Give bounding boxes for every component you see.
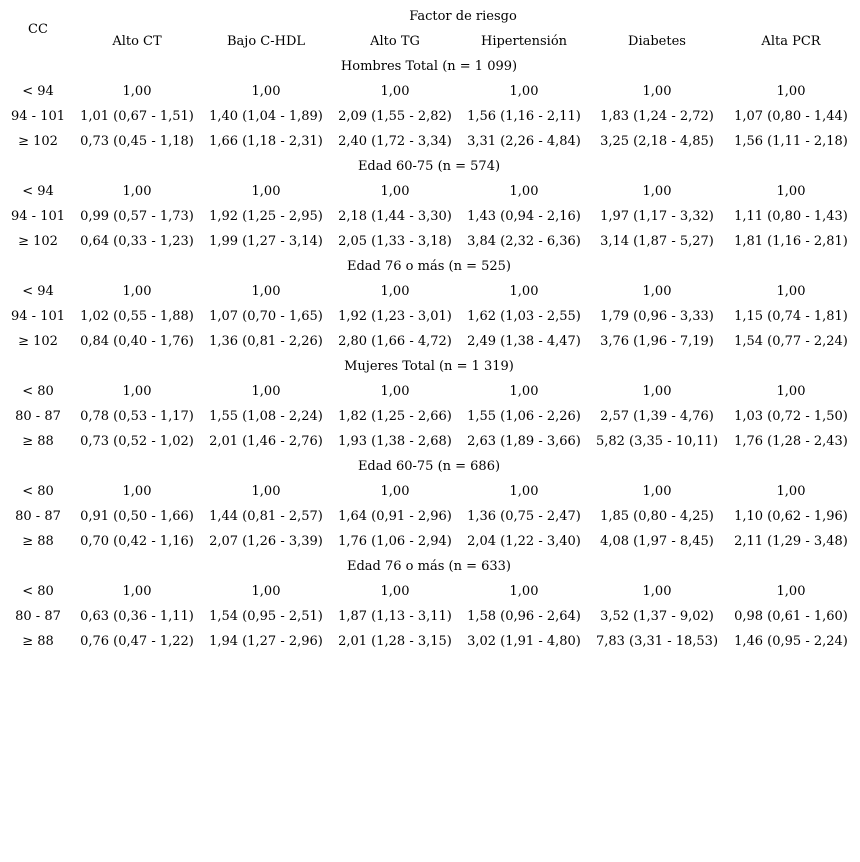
table-cell: 1,00 [380,484,410,499]
table-cell: 1,00 [776,284,806,299]
table-cell: 1,76 (1,06 - 2,94) [338,534,452,549]
table-cell: 1,00 [380,584,410,599]
table-cell: 2,01 (1,46 - 2,76) [209,434,323,449]
table-cell: 1,00 [509,284,539,299]
table-cell: 1,07 (0,70 - 1,65) [209,309,323,324]
column-header-alto-tg: Alto TG [370,34,420,49]
table-cell: 1,85 (0,80 - 4,25) [600,509,714,524]
table-cell: 1,00 [380,84,410,99]
cc-range-label: ≥ 102 [18,334,58,349]
table-cell: 3,25 (2,18 - 4,85) [600,134,714,149]
table-cell: 0,64 (0,33 - 1,23) [80,234,194,249]
table-cell: 1,00 [251,184,281,199]
table-cell: 0,73 (0,52 - 1,02) [80,434,194,449]
table-cell: 1,36 (0,81 - 2,26) [209,334,323,349]
table-cell: 1,66 (1,18 - 2,31) [209,134,323,149]
column-header-hipertension: Hipertensión [480,34,568,49]
table-cell: 1,55 (1,08 - 2,24) [209,409,323,424]
table-cell: 1,11 (0,80 - 1,43) [734,209,848,224]
table-cell: 1,00 [642,84,672,99]
table-cell: 1,02 (0,55 - 1,88) [80,309,194,324]
table-cell: 1,00 [251,584,281,599]
table-cell: 1,00 [509,384,539,399]
table-cell: 1,54 (0,95 - 2,51) [209,609,323,624]
table-cell: 1,07 (0,80 - 1,44) [734,109,848,124]
cc-range-label: 80 - 87 [15,509,61,524]
table-cell: 1,00 [122,384,152,399]
table-cell: 1,00 [251,284,281,299]
table-cell: 1,10 (0,62 - 1,96) [734,509,848,524]
table-cell: 1,00 [251,384,281,399]
table-cell: 1,58 (0,96 - 2,64) [467,609,581,624]
cc-range-label: ≥ 88 [22,534,54,549]
table-cell: 1,00 [642,184,672,199]
table-cell: 0,78 (0,53 - 1,17) [80,409,194,424]
table-cell: 1,03 (0,72 - 1,50) [734,409,848,424]
table-cell: 3,31 (2,26 - 4,84) [467,134,581,149]
section-title: Edad 60-75 (n = 686) [357,459,501,474]
cc-range-label: < 94 [22,284,54,299]
table-cell: 1,82 (1,25 - 2,66) [338,409,452,424]
table-cell: 0,73 (0,45 - 1,18) [80,134,194,149]
table-cell: 4,08 (1,97 - 8,45) [600,534,714,549]
table-cell: 1,93 (1,38 - 2,68) [338,434,452,449]
cc-range-label: ≥ 102 [18,234,58,249]
table-cell: 1,87 (1,13 - 3,11) [338,609,452,624]
cc-range-label: < 80 [22,484,54,499]
table-cell: 1,83 (1,24 - 2,72) [600,109,714,124]
table-cell: 1,62 (1,03 - 2,55) [467,309,581,324]
table-cell: 5,82 (3,35 - 10,11) [595,434,719,449]
table-cell: 1,00 [776,584,806,599]
table-cell: 1,00 [122,584,152,599]
table-cell: 2,49 (1,38 - 4,47) [467,334,581,349]
table-cell: 0,98 (0,61 - 1,60) [734,609,848,624]
table-cell: 3,52 (1,37 - 9,02) [600,609,714,624]
cc-column-header: CC [28,22,48,37]
cc-range-label: < 80 [22,584,54,599]
table-cell: 1,97 (1,17 - 3,32) [600,209,714,224]
cc-range-label: ≥ 88 [22,634,54,649]
table-cell: 1,94 (1,27 - 2,96) [209,634,323,649]
table-cell: 0,63 (0,36 - 1,11) [80,609,194,624]
cc-range-label: < 94 [22,84,54,99]
table-cell: 1,01 (0,67 - 1,51) [80,109,194,124]
table-cell: 1,00 [251,84,281,99]
cc-range-label: ≥ 88 [22,434,54,449]
table-cell: 1,00 [776,84,806,99]
table-cell: 2,63 (1,89 - 3,66) [467,434,581,449]
table-cell: 1,81 (1,16 - 2,81) [734,234,848,249]
cc-range-label: 94 - 101 [10,309,66,324]
table-cell: 1,00 [251,484,281,499]
table-cell: 1,36 (0,75 - 2,47) [467,509,581,524]
table-cell: 1,00 [380,384,410,399]
table-cell: 2,40 (1,72 - 3,34) [338,134,452,149]
table-cell: 1,00 [642,484,672,499]
section-title: Hombres Total (n = 1 099) [340,59,518,74]
cc-range-label: 94 - 101 [10,109,66,124]
column-header-bajo-chdl: Bajo C-HDL [226,34,306,49]
table-cell: 1,54 (0,77 - 2,24) [734,334,848,349]
table-cell: 1,40 (1,04 - 1,89) [209,109,323,124]
table-cell: 7,83 (3,31 - 18,53) [595,634,719,649]
section-title: Edad 76 o más (n = 525) [346,259,512,274]
cc-range-label: 80 - 87 [15,609,61,624]
table-cell: 2,01 (1,28 - 3,15) [338,634,452,649]
table-cell: 1,00 [509,484,539,499]
table-cell: 1,00 [776,184,806,199]
table-cell: 1,56 (1,11 - 2,18) [734,134,848,149]
table-cell: 0,84 (0,40 - 1,76) [80,334,194,349]
table-cell: 2,80 (1,66 - 4,72) [338,334,452,349]
table-cell: 1,92 (1,23 - 3,01) [338,309,452,324]
table-cell: 1,76 (1,28 - 2,43) [734,434,848,449]
table-cell: 2,09 (1,55 - 2,82) [338,109,452,124]
table-cell: 1,00 [509,584,539,599]
table-cell: 1,00 [122,484,152,499]
table-cell: 1,00 [509,84,539,99]
cc-range-label: 80 - 87 [15,409,61,424]
cc-range-label: < 94 [22,184,54,199]
table-cell: 2,07 (1,26 - 3,39) [209,534,323,549]
table-cell: 2,04 (1,22 - 3,40) [467,534,581,549]
table-cell: 1,00 [642,384,672,399]
table-cell: 0,99 (0,57 - 1,73) [80,209,194,224]
table-cell: 1,64 (0,91 - 2,96) [338,509,452,524]
table-cell: 1,00 [380,184,410,199]
cc-range-label: 94 - 101 [10,209,66,224]
table-cell: 1,79 (0,96 - 3,33) [600,309,714,324]
table-cell: 1,46 (0,95 - 2,24) [734,634,848,649]
table-cell: 1,44 (0,81 - 2,57) [209,509,323,524]
table-cell: 2,57 (1,39 - 4,76) [600,409,714,424]
table-cell: 0,76 (0,47 - 1,22) [80,634,194,649]
table-cell: 3,02 (1,91 - 4,80) [467,634,581,649]
table-cell: 2,05 (1,33 - 3,18) [338,234,452,249]
section-title: Edad 60-75 (n = 574) [357,159,501,174]
table-cell: 1,43 (0,94 - 2,16) [467,209,581,224]
table-cell: 1,00 [642,284,672,299]
table-cell: 1,00 [122,184,152,199]
table-cell: 0,70 (0,42 - 1,16) [80,534,194,549]
table-cell: 0,91 (0,50 - 1,66) [80,509,194,524]
table-cell: 1,00 [122,84,152,99]
table-cell: 1,00 [776,484,806,499]
table-cell: 1,92 (1,25 - 2,95) [209,209,323,224]
table-cell: 2,18 (1,44 - 3,30) [338,209,452,224]
table-cell: 2,11 (1,29 - 3,48) [734,534,848,549]
cc-range-label: < 80 [22,384,54,399]
table-cell: 1,00 [509,184,539,199]
section-title: Edad 76 o más (n = 633) [346,559,512,574]
table-cell: 3,76 (1,96 - 7,19) [600,334,714,349]
column-header-alto-ct: Alto CT [112,34,162,49]
table-cell: 3,14 (1,87 - 5,27) [600,234,714,249]
table-cell: 1,00 [776,384,806,399]
risk-factor-group-header: Factor de riesgo [409,9,517,24]
table-cell: 1,00 [642,584,672,599]
table-cell: 3,84 (2,32 - 6,36) [467,234,581,249]
table-cell: 1,99 (1,27 - 3,14) [209,234,323,249]
table-cell: 1,00 [122,284,152,299]
table-cell: 1,00 [380,284,410,299]
table-cell: 1,15 (0,74 - 1,81) [734,309,848,324]
table-cell: 1,55 (1,06 - 2,26) [467,409,581,424]
column-header-diabetes: Diabetes [628,34,686,49]
table-cell: 1,56 (1,16 - 2,11) [467,109,581,124]
section-title: Mujeres Total (n = 1 319) [344,359,514,374]
column-header-alta-pcr: Alta PCR [761,34,821,49]
cc-range-label: ≥ 102 [18,134,58,149]
